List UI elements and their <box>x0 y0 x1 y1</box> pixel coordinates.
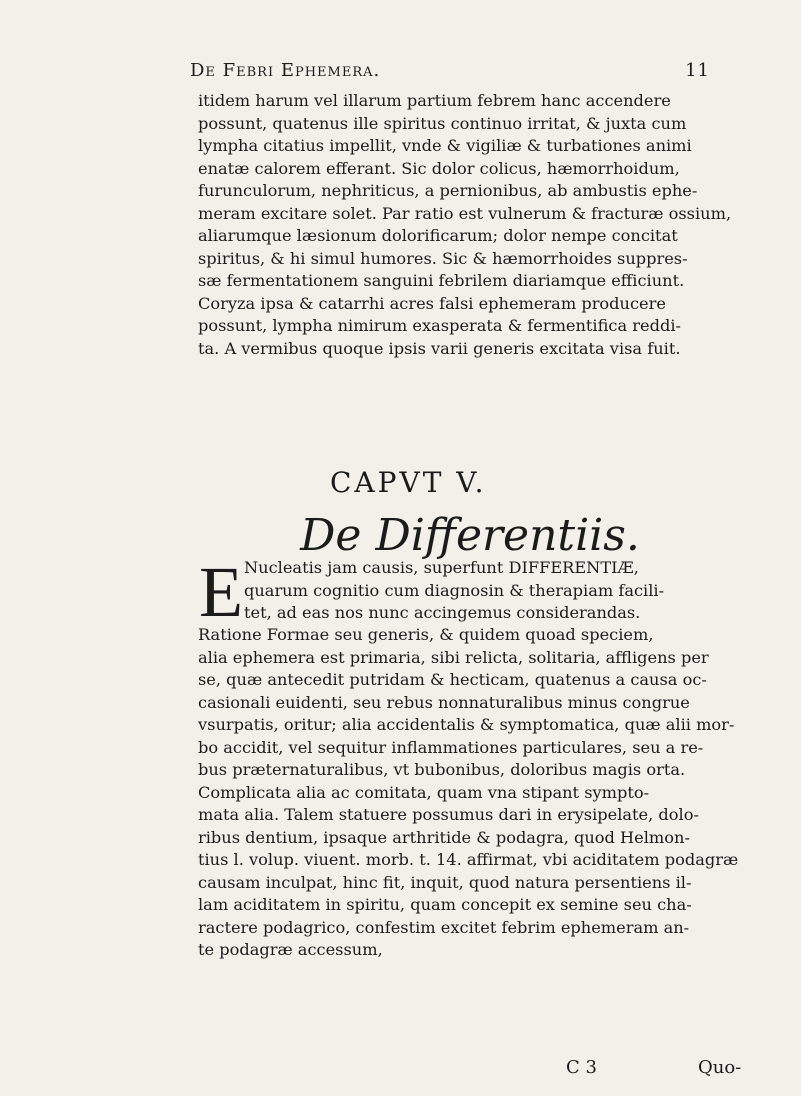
text-line: te podagræ accessum, <box>198 940 383 959</box>
text-line: Ratione Formae seu generis, & quidem quoad speciem, <box>198 625 654 644</box>
text-line: possunt, quatenus ille spiritus continuo irritat, & juxta cum <box>198 113 687 133</box>
text-line: Complicata alia ac comitata, quam vna stipant sympto- <box>198 782 650 802</box>
text-line: vsurpatis, oritur; alia accidentalis & symptomatica, quæ alii mor- <box>198 715 735 734</box>
text-line: mata alia. Talem statuere possumus dari in erysipelate, dolo- <box>198 805 699 824</box>
text-line: meram excitare solet. Par ratio est vulnerum & fracturæ ossium, <box>198 203 732 223</box>
text-line: itidem harum vel illarum partium febrem hanc accendere <box>198 91 671 110</box>
signature-mark: C 3 <box>566 1057 597 1078</box>
text-line: bus præternaturalibus, vt bubonibus, doloribus magis orta. <box>198 760 686 779</box>
running-title: De Febri Ephemera. <box>190 60 381 81</box>
text-line: quarum cognitio cum diagnosin & therapiam facili- <box>244 580 665 600</box>
chapter-heading: CAPVT V. <box>330 466 487 499</box>
text-line: lam aciditatem in spiritu, quam concepit ex semine seu cha- <box>198 895 692 914</box>
text-line: casionali euidenti, seu rebus nonnaturalibus minus congrue <box>198 692 690 712</box>
chapter-subtitle: De Differentiis. <box>300 510 640 561</box>
text-line: alia ephemera est primaria, sibi relicta, solitaria, affligens per <box>198 647 709 667</box>
paragraph-intro <box>244 557 738 625</box>
text-line: ractere podagrico, confestim excitet febrim ephemeram an- <box>198 917 690 937</box>
text-line: tius l. volup. viuent. morb. t. 14. affirmat, vbi aciditatem podagræ <box>198 850 738 869</box>
text-line: lympha citatius impellit, vnde & vigiliæ & turbationes animi <box>198 136 692 155</box>
text-line: se, quæ antecedit putridam & hecticam, quatenus a causa oc- <box>198 670 707 689</box>
paragraph-continuation <box>198 90 738 360</box>
text-line: Coryza ipsa & catarrhi acres falsi ephemeram producere <box>198 293 666 313</box>
text-line: furunculorum, nephriticus, a pernionibus, ab ambustis ephe- <box>198 181 698 200</box>
text-line: enatæ calorem efferant. Sic dolor colicus, hæmorrhoidum, <box>198 158 680 178</box>
text-line: bo accidit, vel sequitur inflammationes particulares, seu a re- <box>198 737 704 757</box>
text-line: Nucleatis jam causis, superfunt DIFFERENTIÆ, <box>244 558 639 577</box>
text-line: spiritus, & hi simul humores. Sic & hæmorrhoides suppres- <box>198 248 688 268</box>
text-line: causam inculpat, hinc fit, inquit, quod natura persentiens il- <box>198 872 692 892</box>
text-line: aliarumque læsionum dolorificarum; dolor nempe concitat <box>198 226 678 245</box>
text-line: tet, ad eas nos nunc accingemus considerandas. <box>244 603 641 622</box>
paragraph-body <box>198 624 738 962</box>
text-line: possunt, lympha nimirum exasperata & fermentifica reddi- <box>198 316 681 335</box>
text-line: ta. A vermibus quoque ipsis varii generis excitata visa fuit. <box>198 338 681 358</box>
page-number: 11 <box>685 60 710 81</box>
text-line: sæ fermentationem sanguini febrilem diariamque efficiunt. <box>198 271 685 290</box>
text-line: ribus dentium, ipsaque arthritide & podagra, quod Helmon- <box>198 827 690 847</box>
drop-cap-initial: E <box>199 552 243 632</box>
running-head <box>190 60 710 90</box>
catchword: Quo- <box>698 1057 742 1078</box>
